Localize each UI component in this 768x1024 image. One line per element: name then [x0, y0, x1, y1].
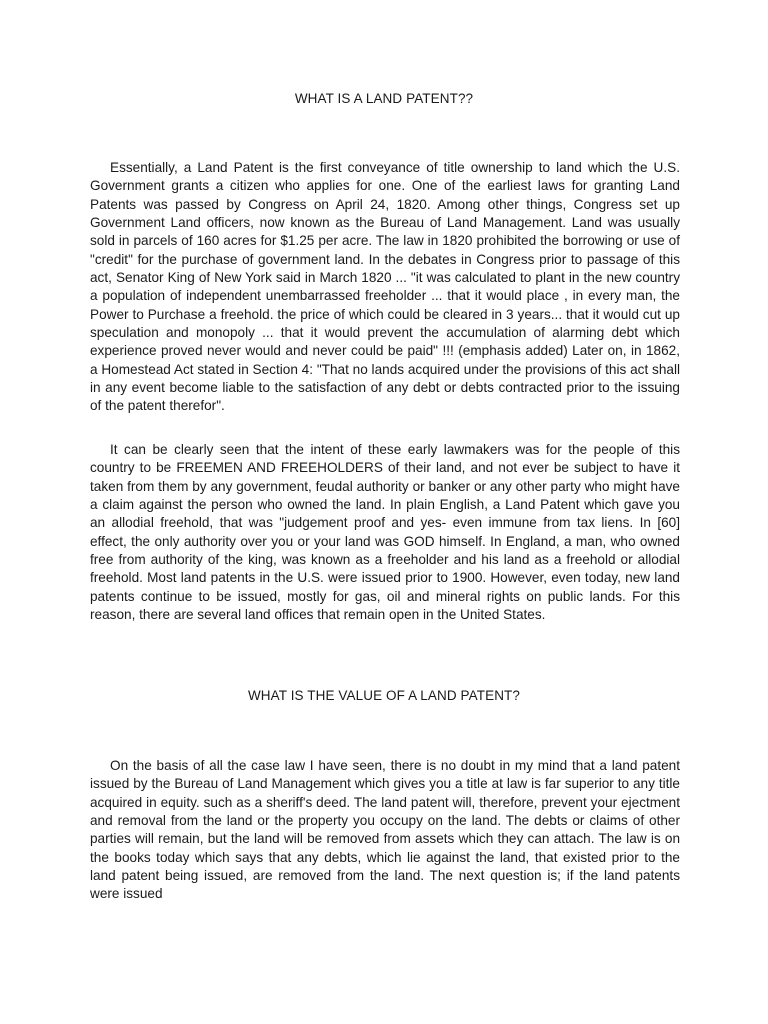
body-paragraph-1: Essentially, a Land Patent is the first conveyance of title ownership to land which the U.S. Government grants a citizen who applies for one. One of the earliest laws for granting Land Patents was passed by Congress on April 24, 1820. Among other things, Congress set up Government Land officers, now known as the Bureau of Land Management. Land was usually sold in parcels of 160 acres for $1.25 per acre. The law in 1820 prohibited the borrowing or use of "credit" for the purchase of government land. In the debates in Congress prior to passage of this act, Senator King of New York said in March 1820 ... "it was calculated to plant in the new country a population of independent unembarrassed freeholder ... that it would place , in every man, the Power to Purchase a freehold. the price of which could be cleared in 3 years... that it would cut up speculation and monopoly ... that it would prevent the accumulation of alarming debt which experience proved never would and never could be paid" !!! (emphasis added) Later on, in 1862, a Homestead Act stated in Section 4: "That no lands acquired under the provisions of this act shall in any event become liable to the satisfaction of any debt or debts contracted prior to the issuing of the patent therefor". [90, 160, 680, 414]
body-paragraph-3: On the basis of all the case law I have seen, there is no doubt in my mind that a land patent issued by the Bureau of Land Management which gives you a title at law is far superior to any title acquired in equity. such as a sheriff's deed. The land patent will, therefore, prevent your ejectment and removal from the land or the property you occupy on the land. The debts or claims of other parties will remain, but the land will be removed from assets which they can attach. The law is on the books today which says that any debts, which lie against the land, that existed prior to the land patent being issued, are removed from the land. The next question is; if the land patents were issued [90, 758, 680, 902]
section-heading-value: WHAT IS THE VALUE OF A LAND PATENT? [247, 688, 521, 703]
body-paragraph-2: It can be clearly seen that the intent of these early lawmakers was for the people of this country to be FREEMEN AND FREEHOLDERS of their land, and not ever be subject to have it taken from them by any government, feudal authority or banker or any other party who might have a claim against the person who owned the land. In plain English, a Land Patent which gave you an allodial freehold, that was "judgement proof and yes- even immune from tax liens. In [60] effect, the only authority over you or your land was GOD himself. In England, a man, who owned free from authority of the king, was known as a freeholder and his land as a freehold or allodial freehold. Most land patents in the U.S. were issued prior to 1900. However, even today, new land patents continue to be issued, mostly for gas, oil and mineral rights on public lands. For this reason, there are several land offices that remain open in the United States. [90, 442, 680, 623]
section-heading-land-patent: WHAT IS A LAND PATENT?? [294, 91, 474, 106]
